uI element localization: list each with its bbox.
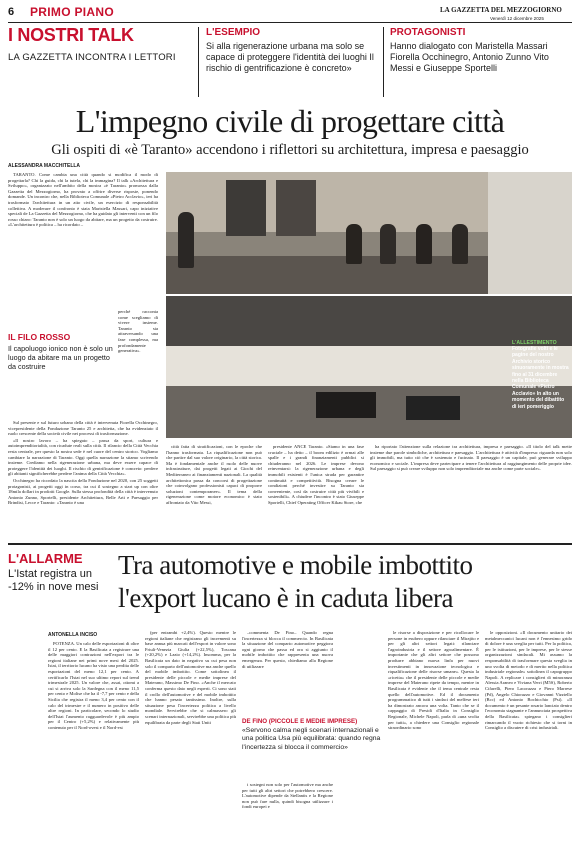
article1-byline: ALESSANDRA MACCHITELLA [8,163,81,169]
article1-subhead: Gli ospiti di «è Taranto» accendono i riflettori su architettura, impresa e paesaggio [51,142,529,158]
article1-col2-para: città fatta di stratificazioni, con le epoche che l'hanno trasformata. La riqualificazione non può che partire dal suo valore originario, la città storica. Ma è fondamentale anche il ruolo delle nuove infrastrutture, dai progetti legati ai Giochi del Mediterraneo ai finanziamenti nazionali. La qualità architettonica passa da concorsi di progettazione che coinvolgano professionisti capaci di proporre soluzioni contemporanee». Il tema della rigenerazione come motore economico è stato affrontato da Vito Messi, [166,444,262,505]
article1-column-3 [268,444,364,507]
article2-column-2 [145,630,236,726]
article2-col5-para: le opposizioni. «Il documento unitario dei metalmeccanici lucani non è l'ennesimo grido di dolore è una sveglia per tutti. Per la politica, per le istituzioni, per le imprese, per le stesse organizzazioni sindacali. Mi assumo la responsabilità di trasformare questa sveglia in uno svolta di metodo e di merito nella politica industriale regionale» sottolinea il capogruppo Napoli. A replicare i consiglieri di minoranza Alessia Araneo e Viviana Verri (M5S), Roberto Cifarelli, Piero Lacorazza e Piero Marrese (Pd), Angelo Chiorazzo e Giovanni Vizziello (Bcc) ed Antonio Bochicchio (Psi). «Il documento è un pesante rosario lanciato dentro l'economia stagnante e l'annunciata prospettiva della Basilicata» spiegano i consiglieri rimarcando il vuoto richiesto che si torni in Consiglio a discutere di crisi industriali. [485,630,572,731]
photo-panel [276,180,316,236]
photo-speaker [380,224,396,264]
photo-exhibit-wall [488,172,572,294]
debate-photo [166,172,572,294]
photo-panel [226,180,266,236]
article2-column-3 [242,630,333,670]
allestimento-caption [512,340,570,410]
filo-rosso-text: Il capoluogo ionico non è solo un luogo da abitare ma un progetto da costruire [8,344,113,371]
article2-col3b-para: i sostegni non solo per l'automotive ma anche per tutti gli altri settori che potrebbero crescere. L'automotive dipende da Stellantis e la Regione non può fare nulla, quindi bisogna utilizzare i fondi europei e [242,782,333,810]
article1-col1d-para: «Il nostro lavoro – ha spiegato – passa da sport, cultura e autoimprenditorialità, con ricadute reali sulla città. Il rilancio della Città Vecchia resta centrale, per questo la nostra sede è nel cuore del centro storico. Vogliamo cambiare la narrazione di Taranto. Oggi quella narrazione la stiamo scrivendo insieme. Crediamo nella rigenerazione urbana, ma deve essere capace di proteggere l'identità dei luoghi. Il rischio di gentrificazione è concreto: perdere gli abitanti significherebbe perdere l'anima della Città Vecchia». [8,437,158,477]
article1-headline: L'impegno civile di progettare città [75,103,505,139]
article1-col1c-para: Sul presente e sul futuro urbano della città è intervenuta Fiorella Occhinegro, vicepresidente della Fondazione Taranto 25 e architetta, che ha evidenziato il ruolo crescente della società civile nei processi di trasformazione. [8,420,158,437]
article2-col3-para: –commenta De Fino– Quando regna l'incertezza si blocca il commercio. In Basilicata la situazione del comparto automotive peggiora ogni giorno che passa ed ora si aggiunto il mobile imbottito che rappresenta una nuova emergenza. Per questo, chiediamo alla Regione di utilizzare [242,630,333,669]
issue-date: Venerdì 12 dicembre 2025 [490,16,544,21]
section-divider [8,543,572,545]
newspaper-name: LA GAZZETTA DEL MEZZOGIORNO [440,6,562,14]
article2-headline-line2: l'export lucano è in caduta libera [118,583,453,613]
article1-col4-para: ha riportato l'attenzione sulla relazione tra architettura, impresa e paesaggio. «Il titolo del talk mette insieme due parole simboliche, architettura e paesaggio. L'architettura è attività d'impresa: riguarda non solo gli immobili, ma tutto ciò che è sostenuto e fucinato. Il paesaggio è un capitale, può generare sviluppo economico e sociale. L'impresa deve partecipare a tenere l'architettura al raggiungimento delle proprie idee. Sul paesaggio si può creare sviluppo non solo imprenditoriale ma anche come parte sociale». [370,444,572,472]
allestimento-text: Fotografie volti e le pagine del nostro Archivio storico sinuoramente in mostra fino al 31 dicembre nella Biblioteca Comunale «Pietro Acclavio» In alto un momento del dibattito di ieri pomeriggio [512,346,569,410]
article1-column-1 [8,172,158,229]
de-fino-quote-box [242,718,382,752]
filo-rosso-box [8,332,115,416]
photo-ceiling [166,296,572,346]
protagonisti-label: PROTAGONISTI [390,27,466,38]
allestimento-label: L'ALLESTIMENTO [512,340,557,346]
page-number: 6 [8,6,15,18]
photo-speaker [346,224,362,264]
article1-col1b-para: perché racconta come scegliamo di vivere insieme. Taranto sta attraversando una fase complessa, ma profondamente generativa». [118,309,158,354]
photo-speaker [416,224,432,264]
article1-col1-para: TARANTO. Come cambia una città quando si modifica il modo di progettarla? Chi la guida, chi la tutela, chi la immagina? Il talk «Architettura e Sviluppo», organizzato nell'ambito della mostra «è Taranto» promossa dalla Gazzetta del Mezzogiorno, ha provato a offrire diverse risposte, ponendo domande. Un incontro che, nella Biblioteca Comunale «Pietro Acclavio», ieri ha trasformato l'architettura in un atto civile, un esercizio di responsabilità collettiva. A moderare il confronto è stata Maristella Massari, capo iniziative speciali de La Gazzetta del Mezzogiorno, che ha guidato gli interventi con un filo rosso chiaro: Taranto non è solo un luogo da abitare, ma un progetto da costruire. «L'architettura è politica – ha ricordato – [8,172,159,228]
article1-column-1c [8,420,158,507]
filo-rosso-label: IL FILO ROSSO [8,332,71,342]
article1-column-2 [166,444,262,507]
article2-byline: ANTONELLA INCISO [48,632,98,638]
protagonisti-text: Hanno dialogato con Maristella Massari Fiorella Occhinegro, Antonio Zunno Vito Messi e Giuseppe Sportelli [390,41,549,73]
de-fino-text: «Servono calma negli scenari internazionali e una politica Usa più equilibrata: quando regna l'incertezza si blocca il commercio» [242,727,381,751]
photo-pedestal [316,392,376,418]
de-fino-label: DE FINO (PICCOLE E MEDIE IMPRESE) [242,718,358,725]
article2-headline-line1: Tra automotive e mobile imbottito [118,550,473,580]
article1-col1e-para: Occhinegro ha ricordato la nascita della Fondazione nel 2020, con 25 soggetti protagonisti, ai progetti oggi in corso, tra cui il sostegno a start up con oltre 18mila dollari in prodotti Google. Sulla stessa profondità della città è intervenuto Antonio Zunno, Sportelli, presidente Architettura, Belle Arti e Paesaggio per Brindisi, Lecce e Taranto: «Taranto è una [8,477,158,506]
article2-column-5 [485,630,572,732]
section-label: PRIMO PIANO [30,5,114,19]
article1-column-4 [370,444,572,473]
article2-column-3b [242,782,333,811]
article2-col1-para: POTENZA. Un calo delle esportazioni di oltre il 12 per cento. E la Basilicata a registrare una delle maggiori contrazioni nell'export tra le regioni italiane nei primi nove mesi del 2025. Istat, il territorio lucano ha visto una perdita delle esportazioni del meno 12,1 per cento. A certificarlo l'Istat nel suo ultimo report sul trend trimestrale 2025. Un valore che, assai, ottomi a cui si arriva solo la Sardegna con il meno 11,5 per cento e Molise che ha il -7,7 per cento e della Sicilia che registra il meno 3,4 per cento con il calo del trimestre e il numero in positivo delle altre regioni. In particolare, secondo lo studio dell'Istat l'aumento ragguardevole è più ampio per il Centro (+5,2%) e relativamente più contenuto per il Nord-ovest e il Nord-est [48,641,139,730]
photo-speaker [178,212,194,268]
article1-column-1b [118,309,158,355]
article2-col4-para: le risorse a disposizione e per ricollocare le persone in esubero oppure rilanciare il Mirajito e per gli altri settori legati: rilanciare l'agroindustria e il settore agroalimentare. È importante che gli altri settore che possono produrre abbiano nuova linfa per nuovi investimenti in innovazione tecnologica e riqualificazione delle risorse umane». Questa la «ricetta» che il presidente delle piccole e medie imprese del Materano ripete da tempo, mentre in Basilicata è evidente che il tema centrale resta quello dell'automotive. Ed il documento programmatico di tutti i sindaci del melfese ieri ha dimostrato ancora una volta. Tanto che se il cappaggio di Presidi d'Italia in Consiglio Regionale, Michele Napoli, parla di «una svolta per tutti», a chiedere una Consiglio regionale straordinario sono [388,630,479,731]
article2-column-4 [388,630,479,732]
rubric-divider-2 [383,27,384,97]
article2-column-1 [48,641,139,732]
allarme-text: L'Istat registra un -12% in nove mesi [8,568,99,593]
allarme-label: L'ALLARME [8,551,83,566]
esempio-label: L'ESEMPIO [206,27,261,38]
rubric-divider-1 [198,27,199,97]
photo-pedestal [406,396,460,420]
photo-speaker [452,224,468,264]
article2-col2-para: (per entrambi +2,4%). Questo mentre le regioni italiane che registrano gli incrementi su base annua più marcati dell'export in valore sono Friuli-Venezia Giulia (+22,5%), Toscana (+20,2%) e Lazio (+14,2%). Insomma, per la Basilicata un dato in negativo su cui pesa non solo il comparto dell'automotive ma anche quello del mobile imbottito. Come sottolinea il presidente delle piccole e medie imprese del Materano, Massimo De Fino. «Anche il mercato conferma questo dato negli esperti. Ci sono stati il crollo dell'automotive e del mobile imbottito che hanno pesato tantissimo. Inoltre, sulla situazione pesa l'incertezza politica a livello mondiale. Servirebbe che si calmassero gli scenari internazionali, servirebbe una politica più equilibrata da parte degli Stati Uniti [145,630,236,725]
header-rule [8,22,572,23]
esempio-text: Si alla rigenerazione urbana ma solo se capace di proteggere l'identità dei luoghi Il rischio di gentrificazione è concreto» [206,41,374,73]
rubric-subtitle: LA GAZZETTA INCONTRA I LETTORI [8,52,176,63]
article1-col3-para: presidente ANCE Taranto. «Siamo in una fase cruciale – ha detto – il boom edilizio è ormai alle spalle e i grandi finanziamenti pubblici si chiuderanno nel 2026. Le imprese devono reinventarsi: la rigenerazione urbana e degli immobili esistenti è l'unica strada per garantire continuità e competitività. Bisogna creare le condizioni perché investire su Taranto sia conveniente, così da costruire città più vivibili e sostenibili». A chiudere l'incontro è stato Giuseppe Sportelli, Chief Operating Officer Kikau Store, che [268,444,364,505]
rubric-title: I NOSTRI TALK [8,25,134,45]
